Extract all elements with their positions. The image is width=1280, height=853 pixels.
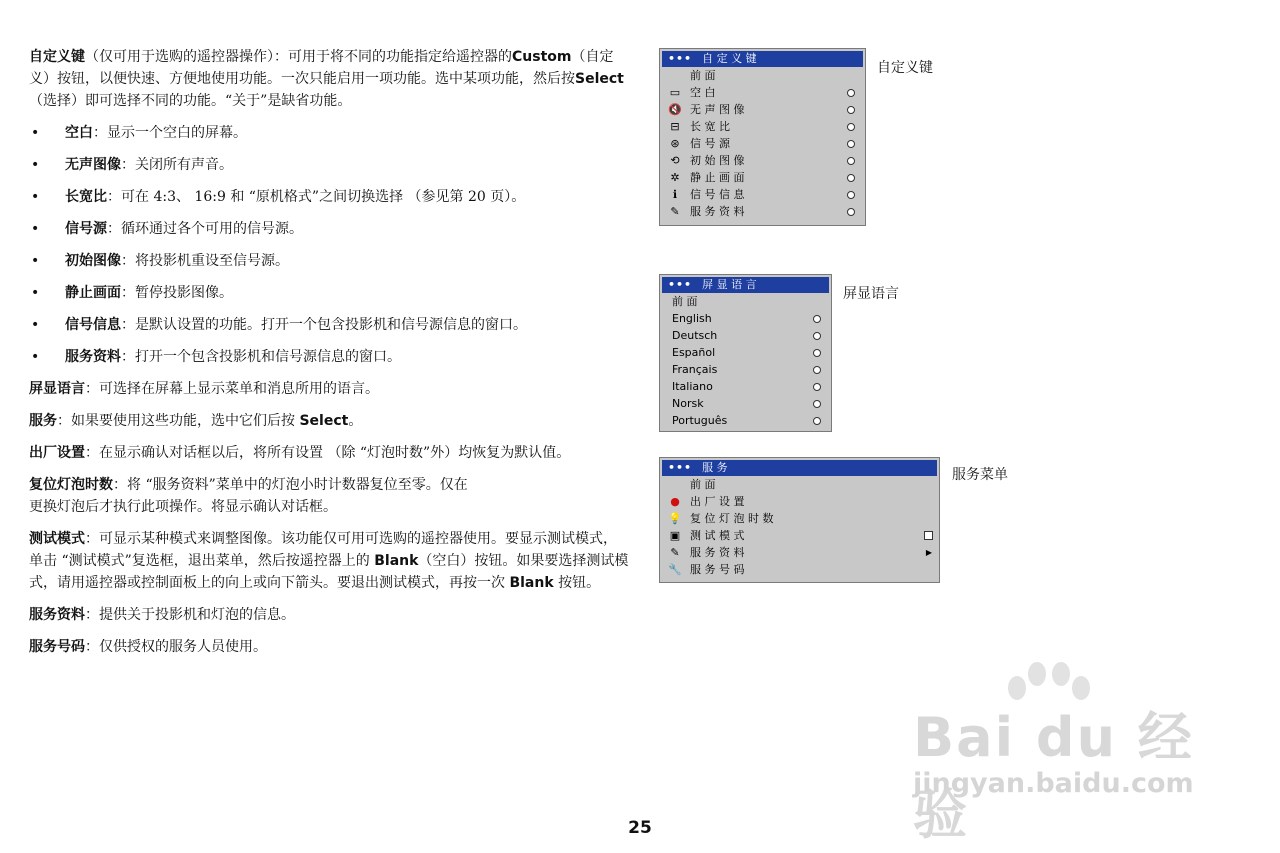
text-span: （选择）即可选择不同的功能。“关于”是缺省功能。 (29, 93, 352, 109)
osd-heading: 屏显语言 (29, 381, 85, 397)
list-item (29, 346, 629, 368)
menu-item-service-info[interactable] (660, 203, 865, 220)
select-term: Select (299, 413, 349, 429)
text-span: 按钮。 (553, 575, 601, 591)
code-heading: 服务号码 (29, 639, 85, 655)
list-item (29, 218, 629, 240)
item-head: 长宽比 (65, 189, 107, 205)
menu-title: 服 务 (702, 461, 728, 474)
menu-item-label: 服 务 号 码 (690, 563, 745, 576)
list-item (29, 154, 629, 176)
factory-reset-icon: ● (670, 495, 680, 508)
menu-item-label: 服 务 资 料 (690, 205, 745, 218)
service-info-paragraph (29, 604, 629, 626)
menu-item-previous[interactable] (660, 293, 831, 310)
test-pattern-icon: ▣ (669, 529, 681, 542)
language-option[interactable] (660, 361, 831, 378)
item-head: 静止画面 (65, 285, 121, 301)
radio-button[interactable] (847, 208, 855, 216)
mute-icon: 🔇 (668, 103, 682, 116)
service-menu-caption: 服务菜单 (952, 467, 1008, 483)
text-span: ：可显示某种模式来调整图像。该功能仅可用可选购的遥控器使用。要显示测试模式，单击 “测试模式”复选框，退出菜单，然后按遥控器上的 (29, 531, 617, 569)
menu-item-label: English (672, 312, 712, 325)
item-head: 信号信息 (65, 317, 121, 333)
menu-item-label: 初 始 图 像 (690, 154, 745, 167)
language-option[interactable] (660, 310, 831, 327)
text-span: 更换灯泡后才执行此项操作。将显示确认对话框。 (29, 499, 337, 515)
menu-item-label: Português (672, 414, 728, 427)
menu-title: 屏 显 语 言 (702, 278, 757, 291)
menu-item-source[interactable] (660, 135, 865, 152)
lamp-heading: 复位灯泡时数 (29, 477, 113, 493)
menu-item-label: 前 面 (672, 295, 698, 308)
watermark-brand: Bai du 经验 (913, 706, 1194, 846)
menu-item-service-info[interactable] (660, 544, 939, 561)
radio-button[interactable] (847, 157, 855, 165)
menu-item-source-info[interactable] (660, 186, 865, 203)
item-head: 信号源 (65, 221, 107, 237)
list-item (29, 250, 629, 272)
menu-item-label: 信 号 源 (690, 137, 730, 150)
item-head: 初始图像 (65, 253, 121, 269)
radio-button[interactable] (847, 89, 855, 97)
factory-heading: 出厂设置 (29, 445, 85, 461)
menu-item-label: Norsk (672, 397, 704, 410)
service-heading: 服务 (29, 413, 57, 429)
osd-language-paragraph (29, 378, 629, 400)
item-text: ：关闭所有声音。 (121, 157, 233, 173)
custom-key-menu-caption: 自定义键 (877, 60, 933, 76)
language-option[interactable] (660, 378, 831, 395)
service-code-paragraph (29, 636, 629, 658)
text-span: ：在显示确认对话框以后，将所有设置 （除 “灯泡时数”外）均恢复为默认值。 (85, 445, 571, 461)
radio-button[interactable] (813, 315, 821, 323)
text-span: ：仅供授权的服务人员使用。 (85, 639, 267, 655)
test-heading: 测试模式 (29, 531, 85, 547)
text-span: ：如果要使用这些功能，选中它们后按 (57, 413, 300, 429)
item-text: ：显示一个空白的屏幕。 (93, 125, 247, 141)
radio-button[interactable] (813, 383, 821, 391)
text-span: 。 (348, 413, 363, 429)
menu-title: 自 定 义 键 (702, 52, 757, 65)
language-option[interactable] (660, 412, 831, 429)
menu-header[interactable] (662, 460, 937, 476)
menu-dots-icon: ••• (668, 52, 693, 65)
menu-item-label: 无 声 图 像 (690, 103, 745, 116)
menu-item-aspect[interactable] (660, 118, 865, 135)
list-item (29, 282, 629, 304)
menu-item-label: Français (672, 363, 718, 376)
menu-item-label: Español (672, 346, 716, 359)
menu-item-auto-image[interactable] (660, 152, 865, 169)
manual-text-column (29, 46, 629, 668)
wrench-icon: 🔧 (668, 563, 682, 576)
menu-item-previous[interactable] (660, 67, 865, 84)
item-text: ：循环通过各个可用的信号源。 (107, 221, 303, 237)
factory-reset-paragraph (29, 442, 629, 464)
info-heading: 服务资料 (29, 607, 85, 623)
service-icon: ✎ (670, 546, 680, 559)
radio-button[interactable] (813, 400, 821, 408)
source-icon: ⊛ (670, 137, 680, 150)
item-head: 服务资料 (65, 349, 121, 365)
submenu-arrow-icon: ▶ (925, 548, 932, 557)
lamp-icon: 💡 (668, 512, 682, 525)
menu-item-previous[interactable] (660, 476, 939, 493)
reset-image-icon: ⟲ (670, 154, 680, 167)
item-text: ：将投影机重设至信号源。 (121, 253, 289, 269)
menu-item-label: 信 号 信 息 (690, 188, 745, 201)
menu-item-label: 复 位 灯 泡 时 数 (690, 512, 774, 525)
item-text: ：是默认设置的功能。打开一个包含投影机和信号源信息的窗口。 (121, 317, 527, 333)
custom-key-paragraph (29, 46, 629, 112)
menu-item-factory-reset[interactable] (660, 493, 939, 510)
text-span: （自定义）按钮，以便快速、方便地使用功能。一次只能启用一项功能。选中某项功能，然后按 (29, 49, 614, 87)
blank-term: Blank (509, 575, 554, 591)
text-span: （仅可用于选购的遥控器操作）：可用于将不同的功能指定给遥控器的 (85, 49, 512, 65)
osd-language-menu-caption: 屏显语言 (843, 286, 899, 302)
list-item (29, 314, 629, 336)
menu-header[interactable] (662, 51, 863, 67)
language-option[interactable] (660, 395, 831, 412)
menu-item-label: 出 厂 设 置 (690, 495, 745, 508)
menu-item-lamp-reset[interactable] (660, 510, 939, 527)
menu-item-freeze[interactable] (660, 169, 865, 186)
menu-item-label: 前 面 (690, 69, 716, 82)
menu-header[interactable] (662, 277, 829, 293)
menu-item-label: 服 务 资 料 (690, 546, 745, 559)
text-span: ：可选择在屏幕上显示菜单和消息所用的语言。 (85, 381, 379, 397)
freeze-icon: ✲ (670, 171, 680, 184)
menu-item-label: Italiano (672, 380, 713, 393)
radio-button[interactable] (847, 123, 855, 131)
radio-button[interactable] (847, 140, 855, 148)
select-term: Select (575, 71, 624, 87)
language-option[interactable] (660, 344, 831, 361)
item-head: 无声图像 (65, 157, 121, 173)
screen-icon: ▭ (669, 86, 681, 99)
item-text: ：暂停投影图像。 (121, 285, 233, 301)
custom-key-options-list (29, 122, 629, 368)
menu-item-label: Deutsch (672, 329, 718, 342)
language-option[interactable] (660, 327, 831, 344)
menu-dots-icon: ••• (668, 461, 693, 474)
item-text: ：打开一个包含投影机和信号源信息的窗口。 (121, 349, 401, 365)
menu-item-mute[interactable] (660, 101, 865, 118)
radio-button[interactable] (813, 366, 821, 374)
service-icon: ✎ (670, 205, 680, 218)
service-menu (659, 457, 940, 583)
osd-language-menu (659, 274, 832, 432)
menu-item-service-code[interactable] (660, 561, 939, 578)
text-span: （空白）按钮。如果要选择测试模式，请用遥控器或控制面板上的向上或向下箭头。要退出测试模式，再按一次 (29, 553, 629, 591)
menu-item-label: 静 止 画 面 (690, 171, 745, 184)
menu-item-label: 前 面 (690, 478, 716, 491)
lamp-reset-paragraph (29, 474, 629, 518)
menu-item-label: 空 白 (690, 86, 716, 99)
item-head: 空白 (65, 125, 93, 141)
radio-button[interactable] (813, 332, 821, 340)
radio-button[interactable] (813, 417, 821, 425)
radio-button[interactable] (847, 174, 855, 182)
menu-item-label: 测 试 模 式 (690, 529, 745, 542)
watermark-url: jingyan.baidu.com (913, 768, 1194, 799)
service-paragraph (29, 410, 629, 432)
radio-button[interactable] (813, 349, 821, 357)
list-item (29, 122, 629, 144)
text-span: ：将 “服务资料”菜单中的灯泡小时计数器复位至零。仅在 (113, 477, 468, 493)
info-icon: ℹ (672, 188, 678, 201)
aspect-ratio-icon: ⊟ (670, 120, 680, 133)
custom-term: Custom (512, 49, 572, 65)
baidu-watermark (905, 660, 1205, 846)
custom-key-menu (659, 48, 866, 226)
menu-item-test-pattern[interactable] (660, 527, 939, 544)
page-number: 25 (628, 818, 652, 838)
radio-button[interactable] (847, 106, 855, 114)
menu-dots-icon: ••• (668, 278, 693, 291)
blank-term: Blank (374, 553, 419, 569)
text-span: ：提供关于投影机和灯泡的信息。 (85, 607, 295, 623)
radio-button[interactable] (847, 191, 855, 199)
menu-item-blank[interactable] (660, 84, 865, 101)
menu-item-label: 长 宽 比 (690, 120, 730, 133)
test-pattern-checkbox[interactable] (924, 531, 933, 540)
item-text: ：可在 4:3、 16:9 和 “原机格式”之间切换选择 （参见第 20 页）。 (107, 189, 526, 205)
custom-key-heading: 自定义键 (29, 49, 85, 65)
list-item (29, 186, 585, 208)
test-pattern-paragraph (29, 528, 629, 594)
